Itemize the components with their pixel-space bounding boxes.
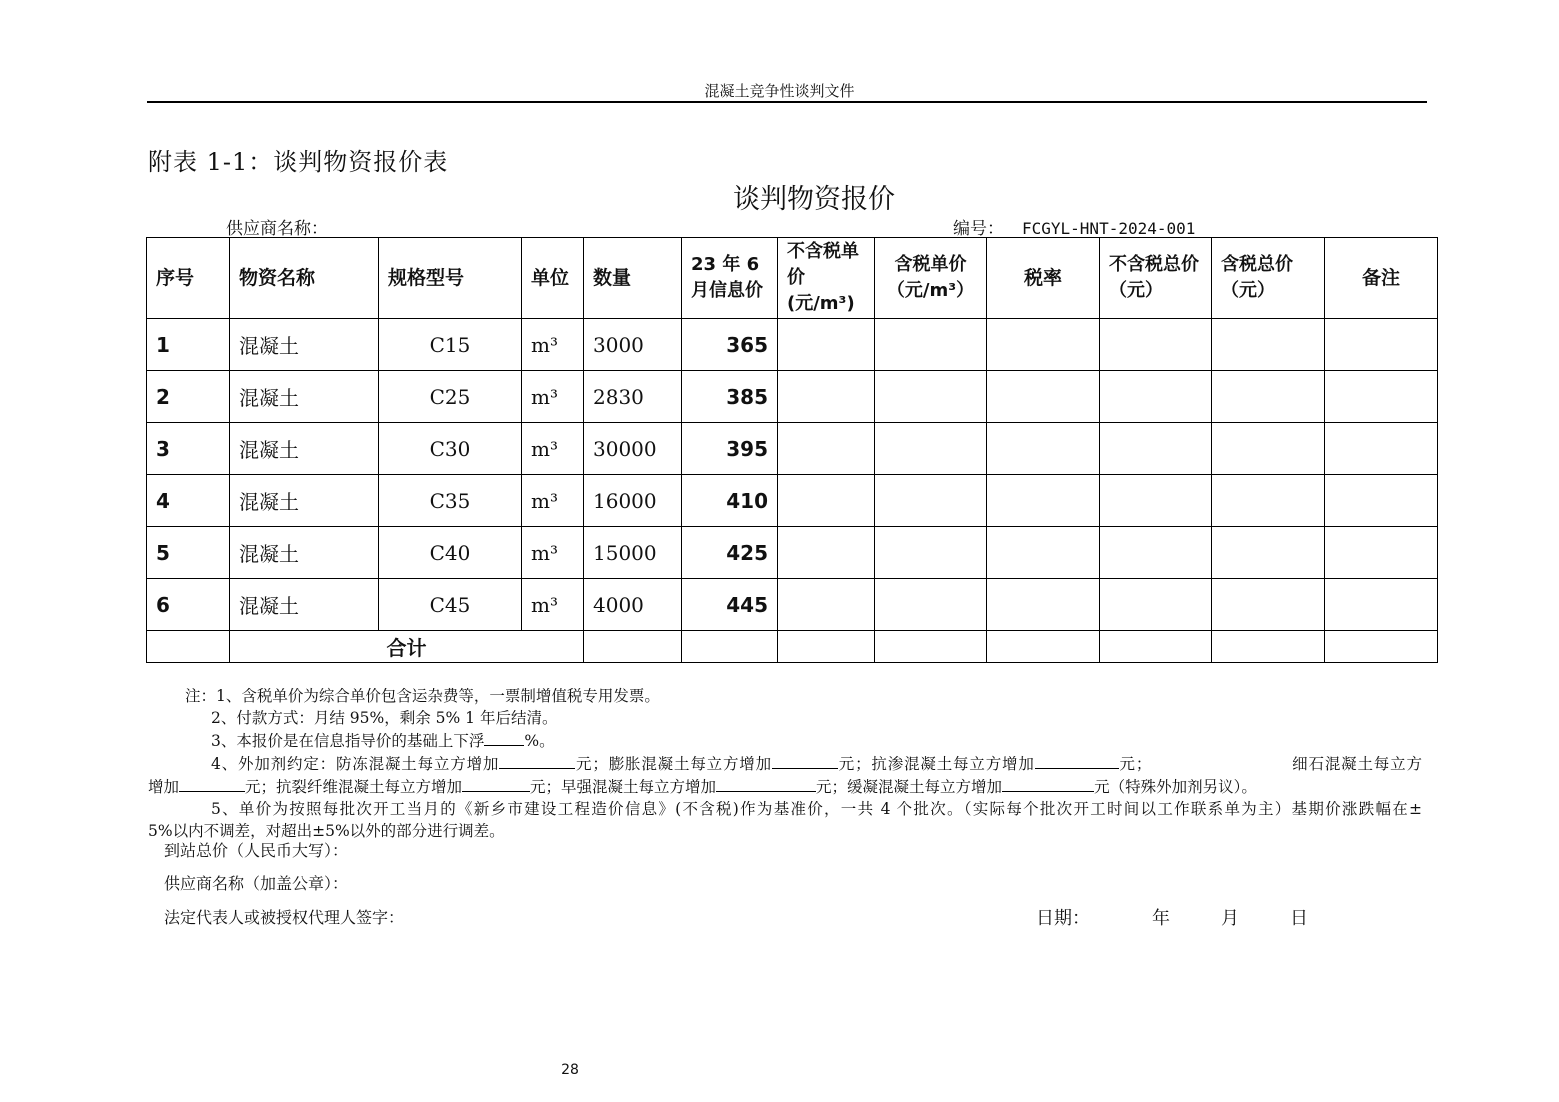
row-total-excl-tax[interactable] xyxy=(1100,475,1212,527)
row-index: 1 xyxy=(147,319,230,371)
note-2: 2、付款方式：月结 95%，剩余 5% 1 年后结清。 xyxy=(211,709,558,727)
serial-number xyxy=(953,214,1195,239)
row-unit-price-incl-tax[interactable] xyxy=(875,527,987,579)
row-info-price: 365 xyxy=(682,319,778,371)
row-material-name: 混凝土 xyxy=(230,527,379,579)
total-cell-total-incl-tax[interactable] xyxy=(1212,631,1325,663)
total-cell-info-price[interactable] xyxy=(682,631,778,663)
row-total-incl-tax[interactable] xyxy=(1212,475,1325,527)
expansion-blank[interactable] xyxy=(772,752,838,769)
row-quantity: 2830 xyxy=(584,371,682,423)
row-quantity: 16000 xyxy=(584,475,682,527)
header-rule xyxy=(147,101,1427,103)
header-cell-tax-rate: 税率 xyxy=(987,238,1100,319)
note-4-text-i: 元；缓凝混凝土每立方增加 xyxy=(816,778,1003,796)
row-unit-price-excl-tax[interactable] xyxy=(778,319,875,371)
table-row xyxy=(147,475,1438,527)
table-header-row xyxy=(147,238,1438,319)
header-cell-remarks: 备注 xyxy=(1325,238,1438,319)
note-4 xyxy=(148,752,1422,775)
header-cell-total-incl-tax: 含税总价（元） xyxy=(1212,238,1325,319)
row-material-name: 混凝土 xyxy=(230,579,379,631)
header-cell-unit: 单位 xyxy=(522,238,584,319)
row-total-excl-tax[interactable] xyxy=(1100,579,1212,631)
row-info-price: 395 xyxy=(682,423,778,475)
notes-section xyxy=(148,685,1422,842)
total-price-label: 到站总价（人民币大写）： xyxy=(164,841,349,860)
row-quantity: 30000 xyxy=(584,423,682,475)
note-4-text-d: 元； xyxy=(1118,755,1152,773)
row-total-excl-tax[interactable] xyxy=(1100,371,1212,423)
header-cell-total-excl-tax: 不含税总价（元） xyxy=(1100,238,1212,319)
total-cell-unit-price-incl-tax[interactable] xyxy=(875,631,987,663)
row-unit-price-incl-tax[interactable] xyxy=(875,371,987,423)
row-unit-price-excl-tax[interactable] xyxy=(778,579,875,631)
discount-blank[interactable] xyxy=(484,729,524,746)
row-spec: C40 xyxy=(379,527,522,579)
total-label: 合计 xyxy=(230,631,584,663)
antifreeze-blank[interactable] xyxy=(499,752,575,769)
row-total-excl-tax[interactable] xyxy=(1100,423,1212,475)
row-index: 2 xyxy=(147,371,230,423)
table-row xyxy=(147,579,1438,631)
date-label: 日期： xyxy=(1036,908,1090,929)
table-row xyxy=(147,371,1438,423)
note-4-text-f: 增加 xyxy=(148,778,180,796)
row-tax-rate[interactable] xyxy=(987,475,1100,527)
row-quantity: 15000 xyxy=(584,527,682,579)
total-cell-unit-price-excl-tax[interactable] xyxy=(778,631,875,663)
row-remarks[interactable] xyxy=(1325,475,1438,527)
row-unit: m³ xyxy=(522,579,584,631)
note-4-text-e: 细石混凝土每立方 xyxy=(1291,755,1422,773)
row-total-incl-tax[interactable] xyxy=(1212,579,1325,631)
serial-value: FCGYL-HNT-2024-001 xyxy=(1022,219,1196,238)
row-index: 3 xyxy=(147,423,230,475)
row-unit: m³ xyxy=(522,371,584,423)
note-5-cont: 5%以内不调差，对超出±5%以外的部分进行调差。 xyxy=(148,822,505,840)
note-4-text-b: 元；膨胀混凝土每立方增加 xyxy=(575,755,772,773)
row-unit-price-incl-tax[interactable] xyxy=(875,319,987,371)
row-unit-price-incl-tax[interactable] xyxy=(875,579,987,631)
date-month: 月 xyxy=(1221,908,1239,929)
running-header: 混凝土竞争性谈判文件 xyxy=(704,82,855,100)
retarding-blank[interactable] xyxy=(1002,775,1094,792)
row-unit: m³ xyxy=(522,527,584,579)
anti-crack-blank[interactable] xyxy=(462,775,530,792)
total-cell-empty xyxy=(147,631,230,663)
table-row xyxy=(147,319,1438,371)
row-unit-price-excl-tax[interactable] xyxy=(778,423,875,475)
note-3-suffix: %。 xyxy=(524,732,555,750)
row-spec: C30 xyxy=(379,423,522,475)
row-unit-price-incl-tax[interactable] xyxy=(875,475,987,527)
fine-stone-blank[interactable] xyxy=(179,775,245,792)
row-remarks[interactable] xyxy=(1325,527,1438,579)
row-spec: C45 xyxy=(379,579,522,631)
appendix-title: 附表 1-1：谈判物资报价表 xyxy=(148,148,449,176)
supplier-name-label: 供应商名称： xyxy=(226,219,328,239)
row-unit: m³ xyxy=(522,475,584,527)
impermeable-blank[interactable] xyxy=(1035,752,1119,769)
header-cell-info-price: 23 年 6 月信息价 xyxy=(682,238,778,319)
row-quantity: 3000 xyxy=(584,319,682,371)
total-cell-quantity[interactable] xyxy=(584,631,682,663)
supplier-seal-label: 供应商名称（加盖公章）： xyxy=(164,874,349,893)
note-3 xyxy=(148,729,1422,752)
date-line xyxy=(1036,904,1308,930)
table-row xyxy=(147,423,1438,475)
row-unit: m³ xyxy=(522,319,584,371)
row-tax-rate[interactable] xyxy=(987,527,1100,579)
note-4-text-c: 元；抗渗混凝土每立方增加 xyxy=(837,755,1035,773)
row-info-price: 445 xyxy=(682,579,778,631)
row-index: 4 xyxy=(147,475,230,527)
total-cell-total-excl-tax[interactable] xyxy=(1100,631,1212,663)
document-title: 谈判物资报价 xyxy=(733,184,895,215)
early-strength-blank[interactable] xyxy=(716,775,816,792)
table-row xyxy=(147,527,1438,579)
quotation-table xyxy=(146,237,1438,663)
row-total-incl-tax[interactable] xyxy=(1212,527,1325,579)
row-material-name: 混凝土 xyxy=(230,319,379,371)
row-unit-price-excl-tax[interactable] xyxy=(778,475,875,527)
row-tax-rate[interactable] xyxy=(987,371,1100,423)
header-cell-quantity: 数量 xyxy=(584,238,682,319)
note-4-cont xyxy=(148,775,1422,798)
row-remarks[interactable] xyxy=(1325,319,1438,371)
row-spec: C15 xyxy=(379,319,522,371)
row-index: 6 xyxy=(147,579,230,631)
row-info-price: 425 xyxy=(682,527,778,579)
page-number: 28 xyxy=(561,1062,579,1078)
row-material-name: 混凝土 xyxy=(230,423,379,475)
row-material-name: 混凝土 xyxy=(230,475,379,527)
row-quantity: 4000 xyxy=(584,579,682,631)
row-spec: C35 xyxy=(379,475,522,527)
header-cell-material: 物资名称 xyxy=(230,238,379,319)
note-4-text-g: 元；抗裂纤维混凝土每立方增加 xyxy=(245,778,463,796)
header-cell-spec: 规格型号 xyxy=(379,238,522,319)
row-total-incl-tax[interactable] xyxy=(1212,423,1325,475)
header-cell-unit-price-excl-tax: 不含税单价(元/m³) xyxy=(778,238,875,319)
row-remarks[interactable] xyxy=(1325,423,1438,475)
row-unit-price-incl-tax[interactable] xyxy=(875,423,987,475)
date-year: 年 xyxy=(1152,908,1170,929)
total-row xyxy=(147,631,1438,663)
row-total-incl-tax[interactable] xyxy=(1212,371,1325,423)
row-unit-price-excl-tax[interactable] xyxy=(778,371,875,423)
row-total-incl-tax[interactable] xyxy=(1212,319,1325,371)
note-4-text-h: 元；早强混凝土每立方增加 xyxy=(530,778,717,796)
header-cell-index: 序号 xyxy=(147,238,230,319)
note-4-text-a: 4、外加剂约定：防冻混凝土每立方增加 xyxy=(211,755,500,773)
note-5: 5、单价为按照每批次开工当月的《新乡市建设工程造价信息》(不含税)作为基准价，一共 4 个批次。（实际每个批次开工时间以工作联系单为主）基期价涨跌幅在± xyxy=(211,800,1422,818)
row-unit-price-excl-tax[interactable] xyxy=(778,527,875,579)
serial-label: 编号： xyxy=(953,219,1004,239)
row-remarks[interactable] xyxy=(1325,371,1438,423)
note-3-text: 3、本报价是在信息指导价的基础上下浮 xyxy=(211,732,485,750)
row-total-excl-tax[interactable] xyxy=(1100,319,1212,371)
date-day: 日 xyxy=(1290,908,1308,929)
total-cell-tax-rate[interactable] xyxy=(987,631,1100,663)
row-info-price: 410 xyxy=(682,475,778,527)
row-total-excl-tax[interactable] xyxy=(1100,527,1212,579)
row-unit: m³ xyxy=(522,423,584,475)
row-remarks[interactable] xyxy=(1325,579,1438,631)
row-tax-rate[interactable] xyxy=(987,319,1100,371)
row-tax-rate[interactable] xyxy=(987,423,1100,475)
representative-signature-label: 法定代表人或被授权代理人签字： xyxy=(164,908,405,927)
note-4-text-j: 元（特殊外加剂另议）。 xyxy=(1094,778,1257,796)
row-info-price: 385 xyxy=(682,371,778,423)
row-material-name: 混凝土 xyxy=(230,371,379,423)
row-tax-rate[interactable] xyxy=(987,579,1100,631)
total-cell-remarks[interactable] xyxy=(1325,631,1438,663)
row-spec: C25 xyxy=(379,371,522,423)
note-1: 注：1、含税单价为综合单价包含运杂费等，一票制增值税专用发票。 xyxy=(185,687,660,705)
row-index: 5 xyxy=(147,527,230,579)
header-cell-unit-price-incl-tax: 含税单价（元/m³） xyxy=(875,238,987,319)
